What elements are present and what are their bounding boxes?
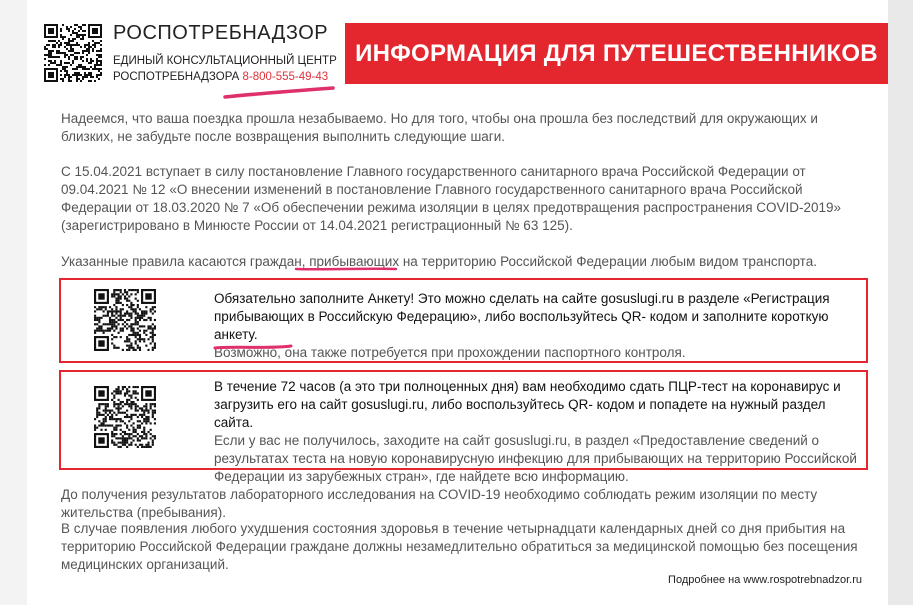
- questionnaire-text: [214, 290, 859, 362]
- questionnaire-note: Возможно, она также потребуется при прохождении паспортного контроля.: [214, 345, 686, 360]
- questionnaire-box: [59, 278, 868, 363]
- qr-code-icon: [44, 24, 102, 82]
- decree-paragraph: С 15.04.2021 вступает в силу постановление Главного государственного санитарного врача Российской Федерации от 09.04.2021 № 12 «О внесении изменений в постановление Главного государственного санитарного врача Российской Федерации от 18.03.2020 № 7 «Об обеспечении режима изоляции в целях предотвращения распространения COVID-2019» (зарегистрировано в Минюсте России от 14.04.2021 регистрационный № 63 125).: [61, 164, 842, 233]
- consult-center-phone-line: [113, 71, 328, 83]
- questionnaire-main: Обязательно заполните Анкету! Это можно сделать на сайте gosuslugi.ru в разделе «Регистрация прибывающих в Российскую Федерацию», либо воспользуйтесь QR- кодом и заполните короткую анкету.: [214, 291, 830, 342]
- intro-paragraph: Надеемся, что ваша поездка прошла незабываемо. Но для того, чтобы она прошла без последствий для окружающих и близких, не забудьте после возвращения выполнить следующие шаги.: [61, 111, 818, 144]
- qr-code-icon: [94, 289, 156, 351]
- handwritten-underline-mark: [213, 343, 293, 351]
- consult-center-label: ЕДИНЫЙ КОНСУЛЬТАЦИОННЫЙ ЦЕНТР: [113, 55, 337, 67]
- pcr-test-box: [59, 370, 868, 484]
- hotline-phone: 8-800-555-49-43: [242, 71, 329, 83]
- footer-website-link[interactable]: Подробнее на www.rospotrebnadzor.ru: [668, 574, 862, 586]
- page-edge-strip: [888, 0, 913, 605]
- consult-center-name: РОСПОТРЕБНАДЗОРА: [113, 71, 240, 83]
- pcr-test-main: В течение 72 часов (а это три полноценных дня) вам необходимо сдать ПЦР-тест на коронавирус и загрузить его на сайт gosuslugi.ru, либо воспользуйтесь QR- кодом и попадете на нужный раздел сайта.: [214, 379, 841, 430]
- isolation-paragraph: До получения результатов лабораторного исследования на COVID-19 необходимо соблюдать режим изоляции по месту жительства (пребывания).: [61, 487, 818, 520]
- brand-name: РОСПОТРЕБНАДЗОР: [113, 22, 329, 44]
- health-paragraph: В случае появления любого ухудшения состояния здоровья в течение четырнадцати календарных дней со дня прибытия на территорию Российской Федерации граждане должны незамедлительно обратиться за медицинской помощью без посещения медицинских организаций.: [61, 521, 858, 572]
- handwritten-underline-mark: [223, 86, 335, 100]
- pcr-test-note: Если у вас не получилось, заходите на сайт gosuslugi.ru, в раздел «Предоставление сведений о результатах теста на новую коронавирусную инфекцию для прибывающих на территорию Российской Федерации из зарубежных стран», где найдете всю информацию.: [214, 433, 857, 484]
- banner-title: ИНФОРМАЦИЯ ДЛЯ ПУТЕШЕСТВЕННИКОВ: [345, 23, 888, 84]
- pcr-test-text: [214, 378, 859, 486]
- rules-scope-paragraph: Указанные правила касаются граждан, прибывающих на территорию Российской Федерации любым видом транспорта.: [61, 254, 817, 269]
- handwritten-underline-mark: [294, 265, 398, 273]
- leaflet-page: [27, 0, 888, 605]
- qr-code-icon: [94, 386, 156, 448]
